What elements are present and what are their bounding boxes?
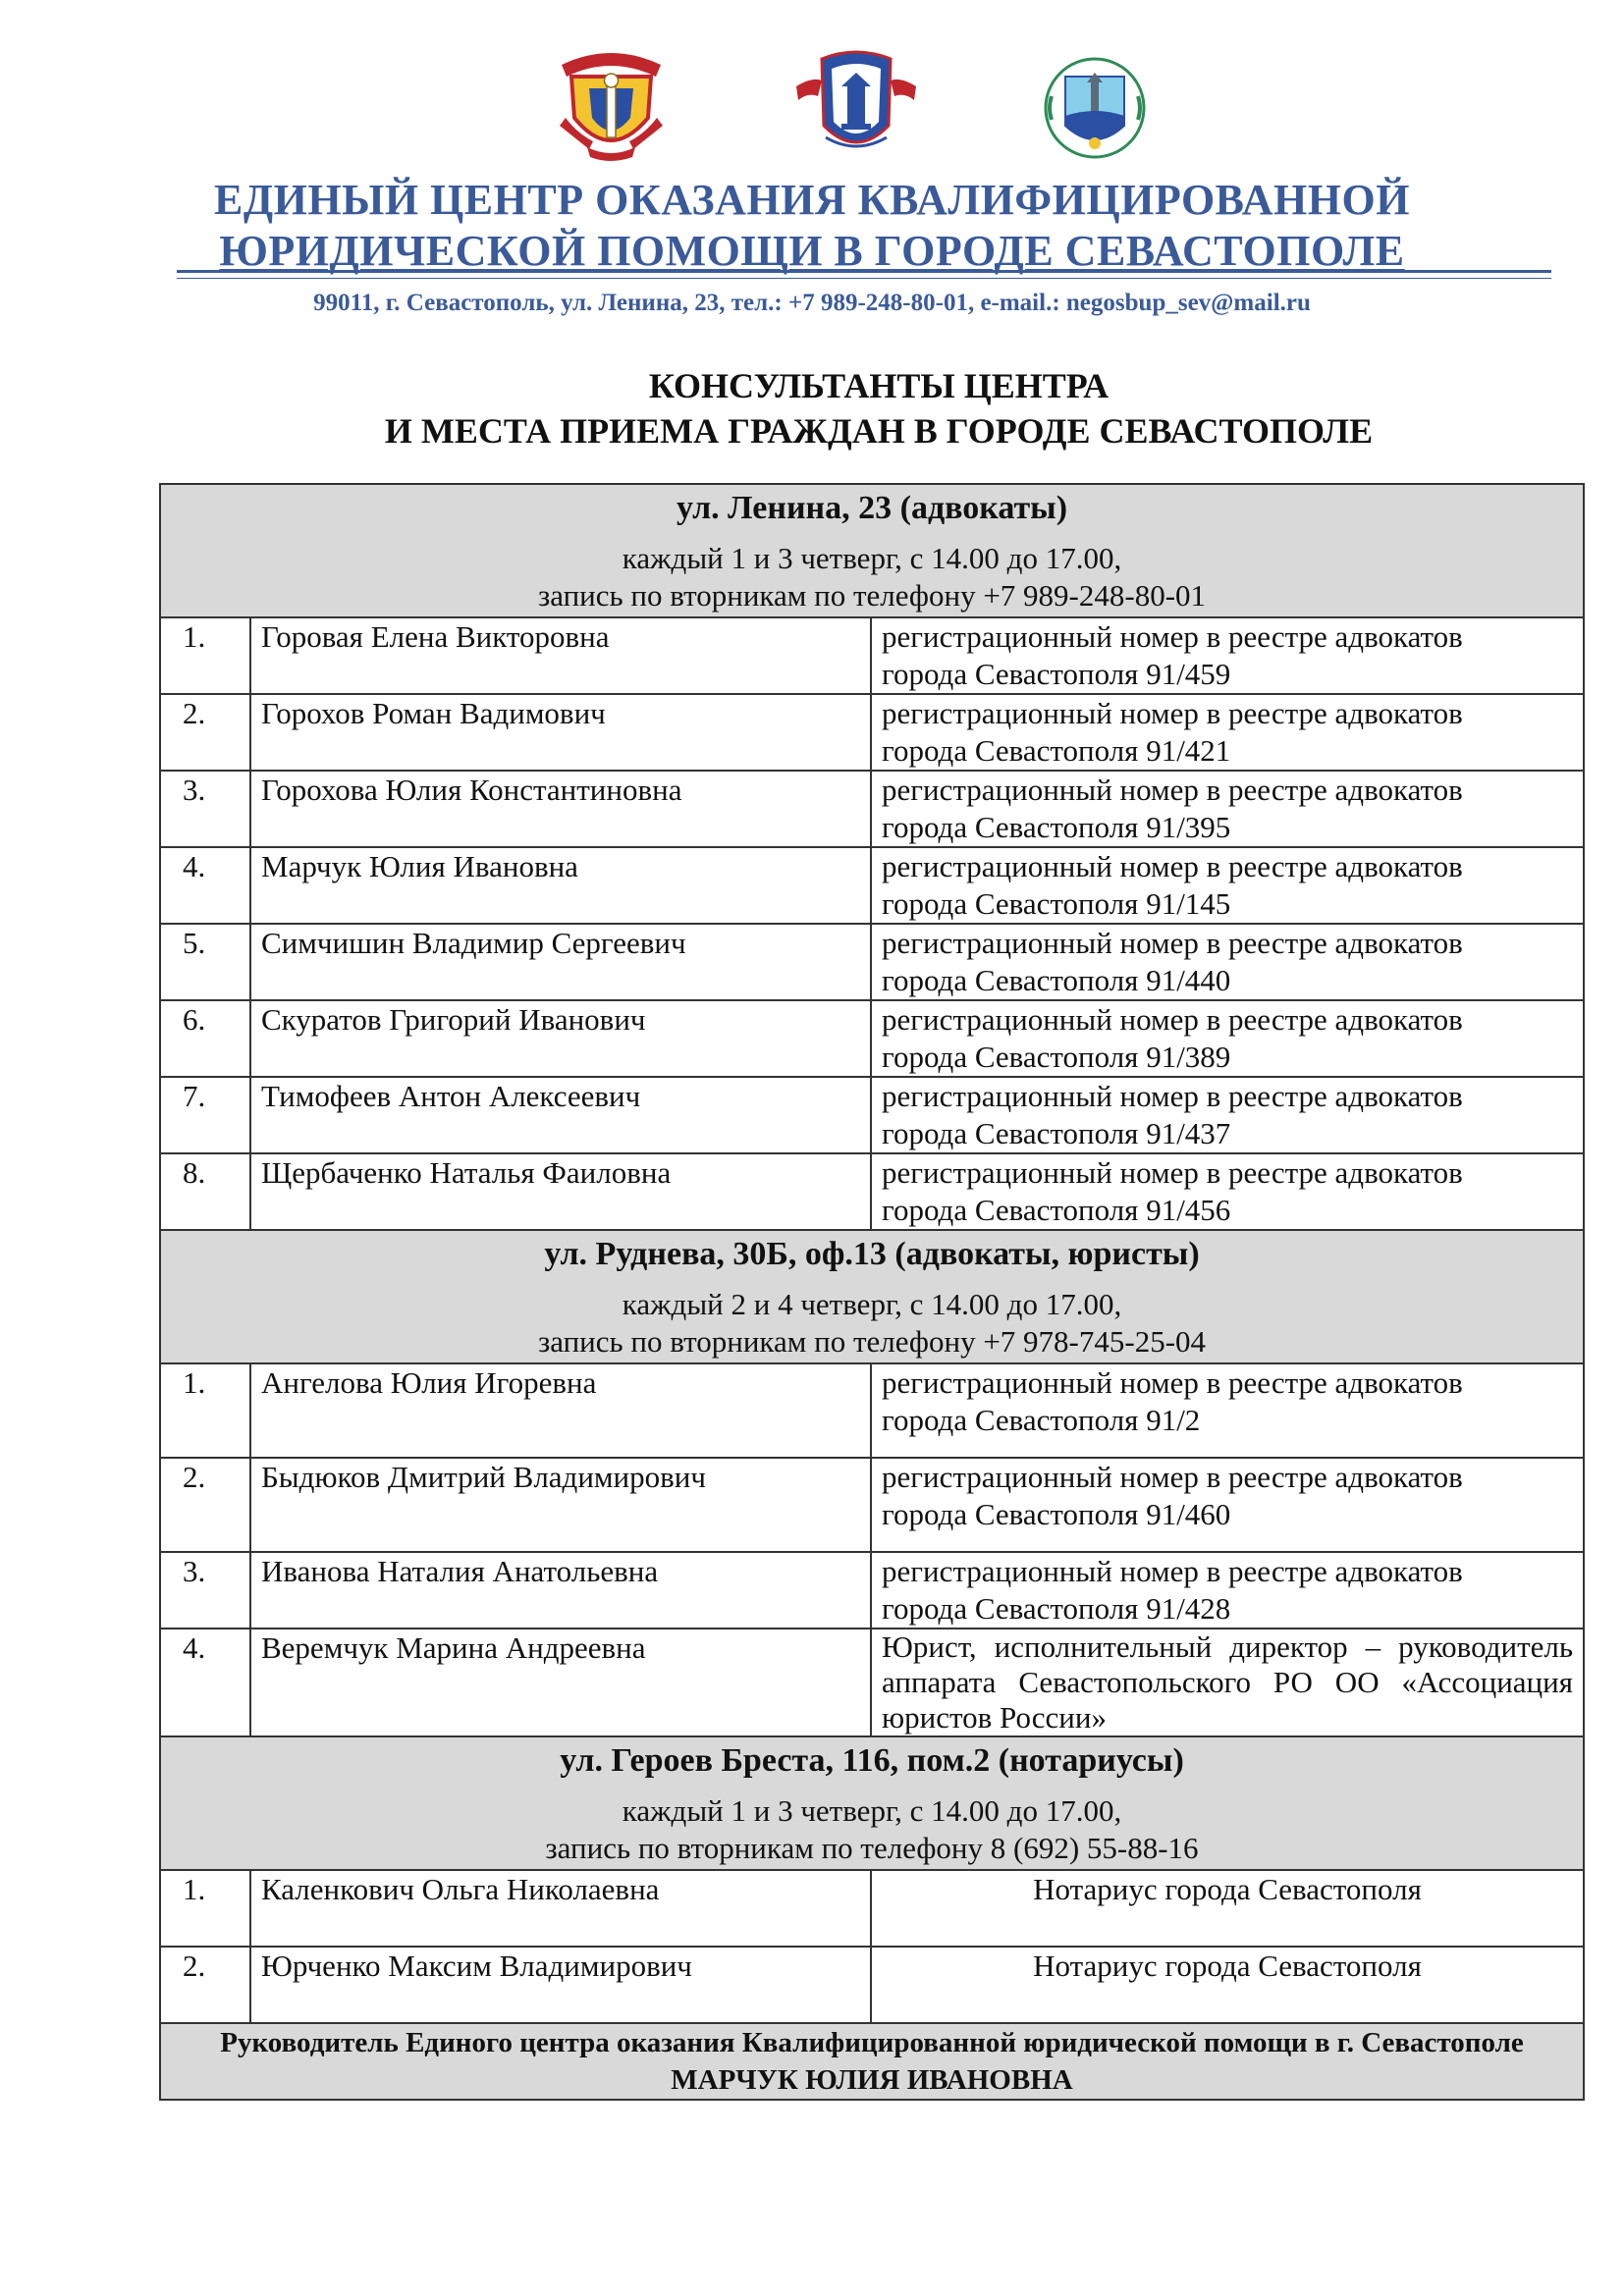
info-line1: регистрационный номер в реестре адвокатов <box>882 1365 1463 1400</box>
consultant-info <box>871 1458 1584 1552</box>
row-number: 4. <box>160 847 250 924</box>
organization-title-line2: ЮРИДИЧЕСКОЙ ПОМОЩИ В ГОРОДЕ СЕВАСТОПОЛЕ <box>219 227 1405 275</box>
consultant-info <box>871 1552 1584 1629</box>
organization-title <box>0 175 1624 277</box>
table-row <box>160 1458 1584 1552</box>
consultant-name: Горохов Роман Вадимович <box>250 694 871 771</box>
row-number: 6. <box>160 1000 250 1077</box>
consultant-info: Нотариус города Севастополя <box>871 1947 1584 2023</box>
table-row <box>160 1629 1584 1736</box>
consultant-info <box>871 1363 1584 1458</box>
consultants-table <box>159 483 1585 2101</box>
section-schedule <box>171 540 1573 614</box>
consultant-info <box>871 617 1584 694</box>
section-schedule <box>171 1792 1573 1867</box>
section-schedule-line2: запись по вторникам по телефону 8 (692) 55-88-16 <box>545 1831 1199 1865</box>
consultant-name: Каленкович Ольга Николаевна <box>250 1870 871 1947</box>
section-schedule-line2: запись по вторникам по телефону +7 989-248-80-01 <box>537 578 1207 613</box>
table-row <box>160 924 1584 1000</box>
table-row <box>160 1870 1584 1947</box>
consultant-name: Юрченко Максим Владимирович <box>250 1947 871 2023</box>
section-schedule-line2: запись по вторникам по телефону +7 978-745-25-04 <box>537 1324 1207 1359</box>
info-line2: города Севастополя 91/145 <box>882 886 1231 921</box>
info-line2: города Севастополя 91/459 <box>882 657 1231 691</box>
table-row <box>160 771 1584 847</box>
consultant-name: Щербаченко Наталья Фаиловна <box>250 1153 871 1230</box>
logo-strip <box>0 47 1624 175</box>
table-row <box>160 1153 1584 1230</box>
consultant-info <box>871 694 1584 771</box>
row-number: 5. <box>160 924 250 1000</box>
row-number: 1. <box>160 617 250 694</box>
info-line1: регистрационный номер в реестре адвокатов <box>882 773 1463 807</box>
consultant-info: Нотариус города Севастополя <box>871 1870 1584 1947</box>
section-address: ул. Героев Бреста, 116, пом.2 (нотариусы) <box>560 1742 1184 1779</box>
info-line2: города Севастополя 91/389 <box>882 1040 1231 1074</box>
row-number: 3. <box>160 1552 250 1629</box>
section-schedule-line1: каждый 2 и 4 четверг, с 14.00 до 17.00, <box>622 1287 1122 1321</box>
row-number: 7. <box>160 1077 250 1153</box>
section-schedule-line1: каждый 1 и 3 четверг, с 14.00 до 17.00, <box>622 541 1122 575</box>
header-rule-thick <box>177 270 1551 273</box>
table-row <box>160 1000 1584 1077</box>
info-line1: регистрационный номер в реестре адвокатов <box>882 1554 1463 1588</box>
section-address: ул. Ленина, 23 (адвокаты) <box>676 490 1068 526</box>
consultant-info <box>871 1153 1584 1230</box>
consultant-info: Юрист, исполнительный директор – руководитель аппарата Севастопольского РО ОО «Ассоциация юристов России» <box>871 1629 1584 1736</box>
section-schedule <box>171 1286 1573 1361</box>
info-line1: регистрационный номер в реестре адвокатов <box>882 926 1463 960</box>
table-row <box>160 1947 1584 2023</box>
section-schedule-line1: каждый 1 и 3 четверг, с 14.00 до 17.00, <box>622 1793 1122 1828</box>
table-row <box>160 1077 1584 1153</box>
info-line2: города Севастополя 91/421 <box>882 733 1231 768</box>
consultant-name: Марчук Юлия Ивановна <box>250 847 871 924</box>
info-line1: регистрационный номер в реестре адвокатов <box>882 849 1463 883</box>
table-footer <box>160 2023 1584 2100</box>
row-number: 2. <box>160 1947 250 2023</box>
table-row <box>160 694 1584 771</box>
info-line1: регистрационный номер в реестре адвокатов <box>882 1002 1463 1037</box>
advocate-chamber-emblem-icon <box>550 47 673 165</box>
consultant-info <box>871 1077 1584 1153</box>
consultant-name: Быдюков Дмитрий Владимирович <box>250 1458 871 1552</box>
row-number: 1. <box>160 1363 250 1458</box>
consultant-name: Скуратов Григорий Иванович <box>250 1000 871 1077</box>
notary-chamber-emblem-icon <box>1044 47 1147 170</box>
info-line1: регистрационный номер в реестре адвокатов <box>882 1079 1463 1113</box>
info-line2: города Севастополя 91/395 <box>882 810 1231 844</box>
document-title-line2: И МЕСТА ПРИЕМА ГРАЖДАН В ГОРОДЕ СЕВАСТОПОЛЕ <box>384 411 1374 451</box>
organization-title-line1: ЕДИНЫЙ ЦЕНТР ОКАЗАНИЯ КВАЛИФИЦИРОВАННОЙ <box>214 176 1410 224</box>
footer-name: МАРЧУК ЮЛИЯ ИВАНОВНА <box>671 2064 1073 2096</box>
row-number: 1. <box>160 1870 250 1947</box>
info-line1: регистрационный номер в реестре адвокатов <box>882 1155 1463 1190</box>
lawyers-association-emblem-icon <box>792 47 920 163</box>
consultant-info <box>871 1000 1584 1077</box>
section-header <box>160 1230 1584 1363</box>
section-header <box>160 1736 1584 1870</box>
consultant-name: Тимофеев Антон Алексеевич <box>250 1077 871 1153</box>
table-row <box>160 617 1584 694</box>
section-header <box>160 484 1584 617</box>
info-line2: города Севастополя 91/2 <box>882 1403 1201 1437</box>
contact-line: 99011, г. Севастополь, ул. Ленина, 23, тел.: +7 989-248-80-01, e-mail.: negosbup_sev@mail.ru <box>313 290 1311 316</box>
consultant-name: Веремчук Марина Андреевна <box>250 1629 871 1736</box>
info-line1: регистрационный номер в реестре адвокатов <box>882 619 1463 654</box>
info-line2: города Севастополя 91/460 <box>882 1497 1231 1531</box>
consultant-info <box>871 847 1584 924</box>
consultant-name: Горовая Елена Викторовна <box>250 617 871 694</box>
info-line2: города Севастополя 91/428 <box>882 1591 1231 1626</box>
row-number: 2. <box>160 1458 250 1552</box>
info-line2: города Севастополя 91/456 <box>882 1193 1231 1227</box>
section-address: ул. Руднева, 30Б, оф.13 (адвокаты, юристы) <box>544 1236 1200 1272</box>
header-rule-thin <box>177 278 1551 279</box>
row-number: 8. <box>160 1153 250 1230</box>
table-row <box>160 1552 1584 1629</box>
table-row <box>160 847 1584 924</box>
consultant-info <box>871 924 1584 1000</box>
consultant-info <box>871 771 1584 847</box>
info-line1: регистрационный номер в реестре адвокатов <box>882 696 1463 730</box>
row-number: 4. <box>160 1629 250 1736</box>
consultant-name: Симчишин Владимир Сергеевич <box>250 924 871 1000</box>
table-row <box>160 1363 1584 1458</box>
document-title <box>0 363 1624 454</box>
info-line2: города Севастополя 91/440 <box>882 963 1231 997</box>
consultant-name: Иванова Наталия Анатольевна <box>250 1552 871 1629</box>
consultant-name: Горохова Юлия Константиновна <box>250 771 871 847</box>
row-number: 2. <box>160 694 250 771</box>
row-number: 3. <box>160 771 250 847</box>
consultant-name: Ангелова Юлия Игоревна <box>250 1363 871 1458</box>
document-title-line1: КОНСУЛЬТАНТЫ ЦЕНТРА <box>648 366 1110 405</box>
info-line1: регистрационный номер в реестре адвокатов <box>882 1460 1463 1494</box>
info-line2: города Севастополя 91/437 <box>882 1116 1231 1150</box>
footer-role: Руководитель Единого центра оказания Квалифицированной юридической помощи в г. Севастополе <box>220 2027 1524 2058</box>
